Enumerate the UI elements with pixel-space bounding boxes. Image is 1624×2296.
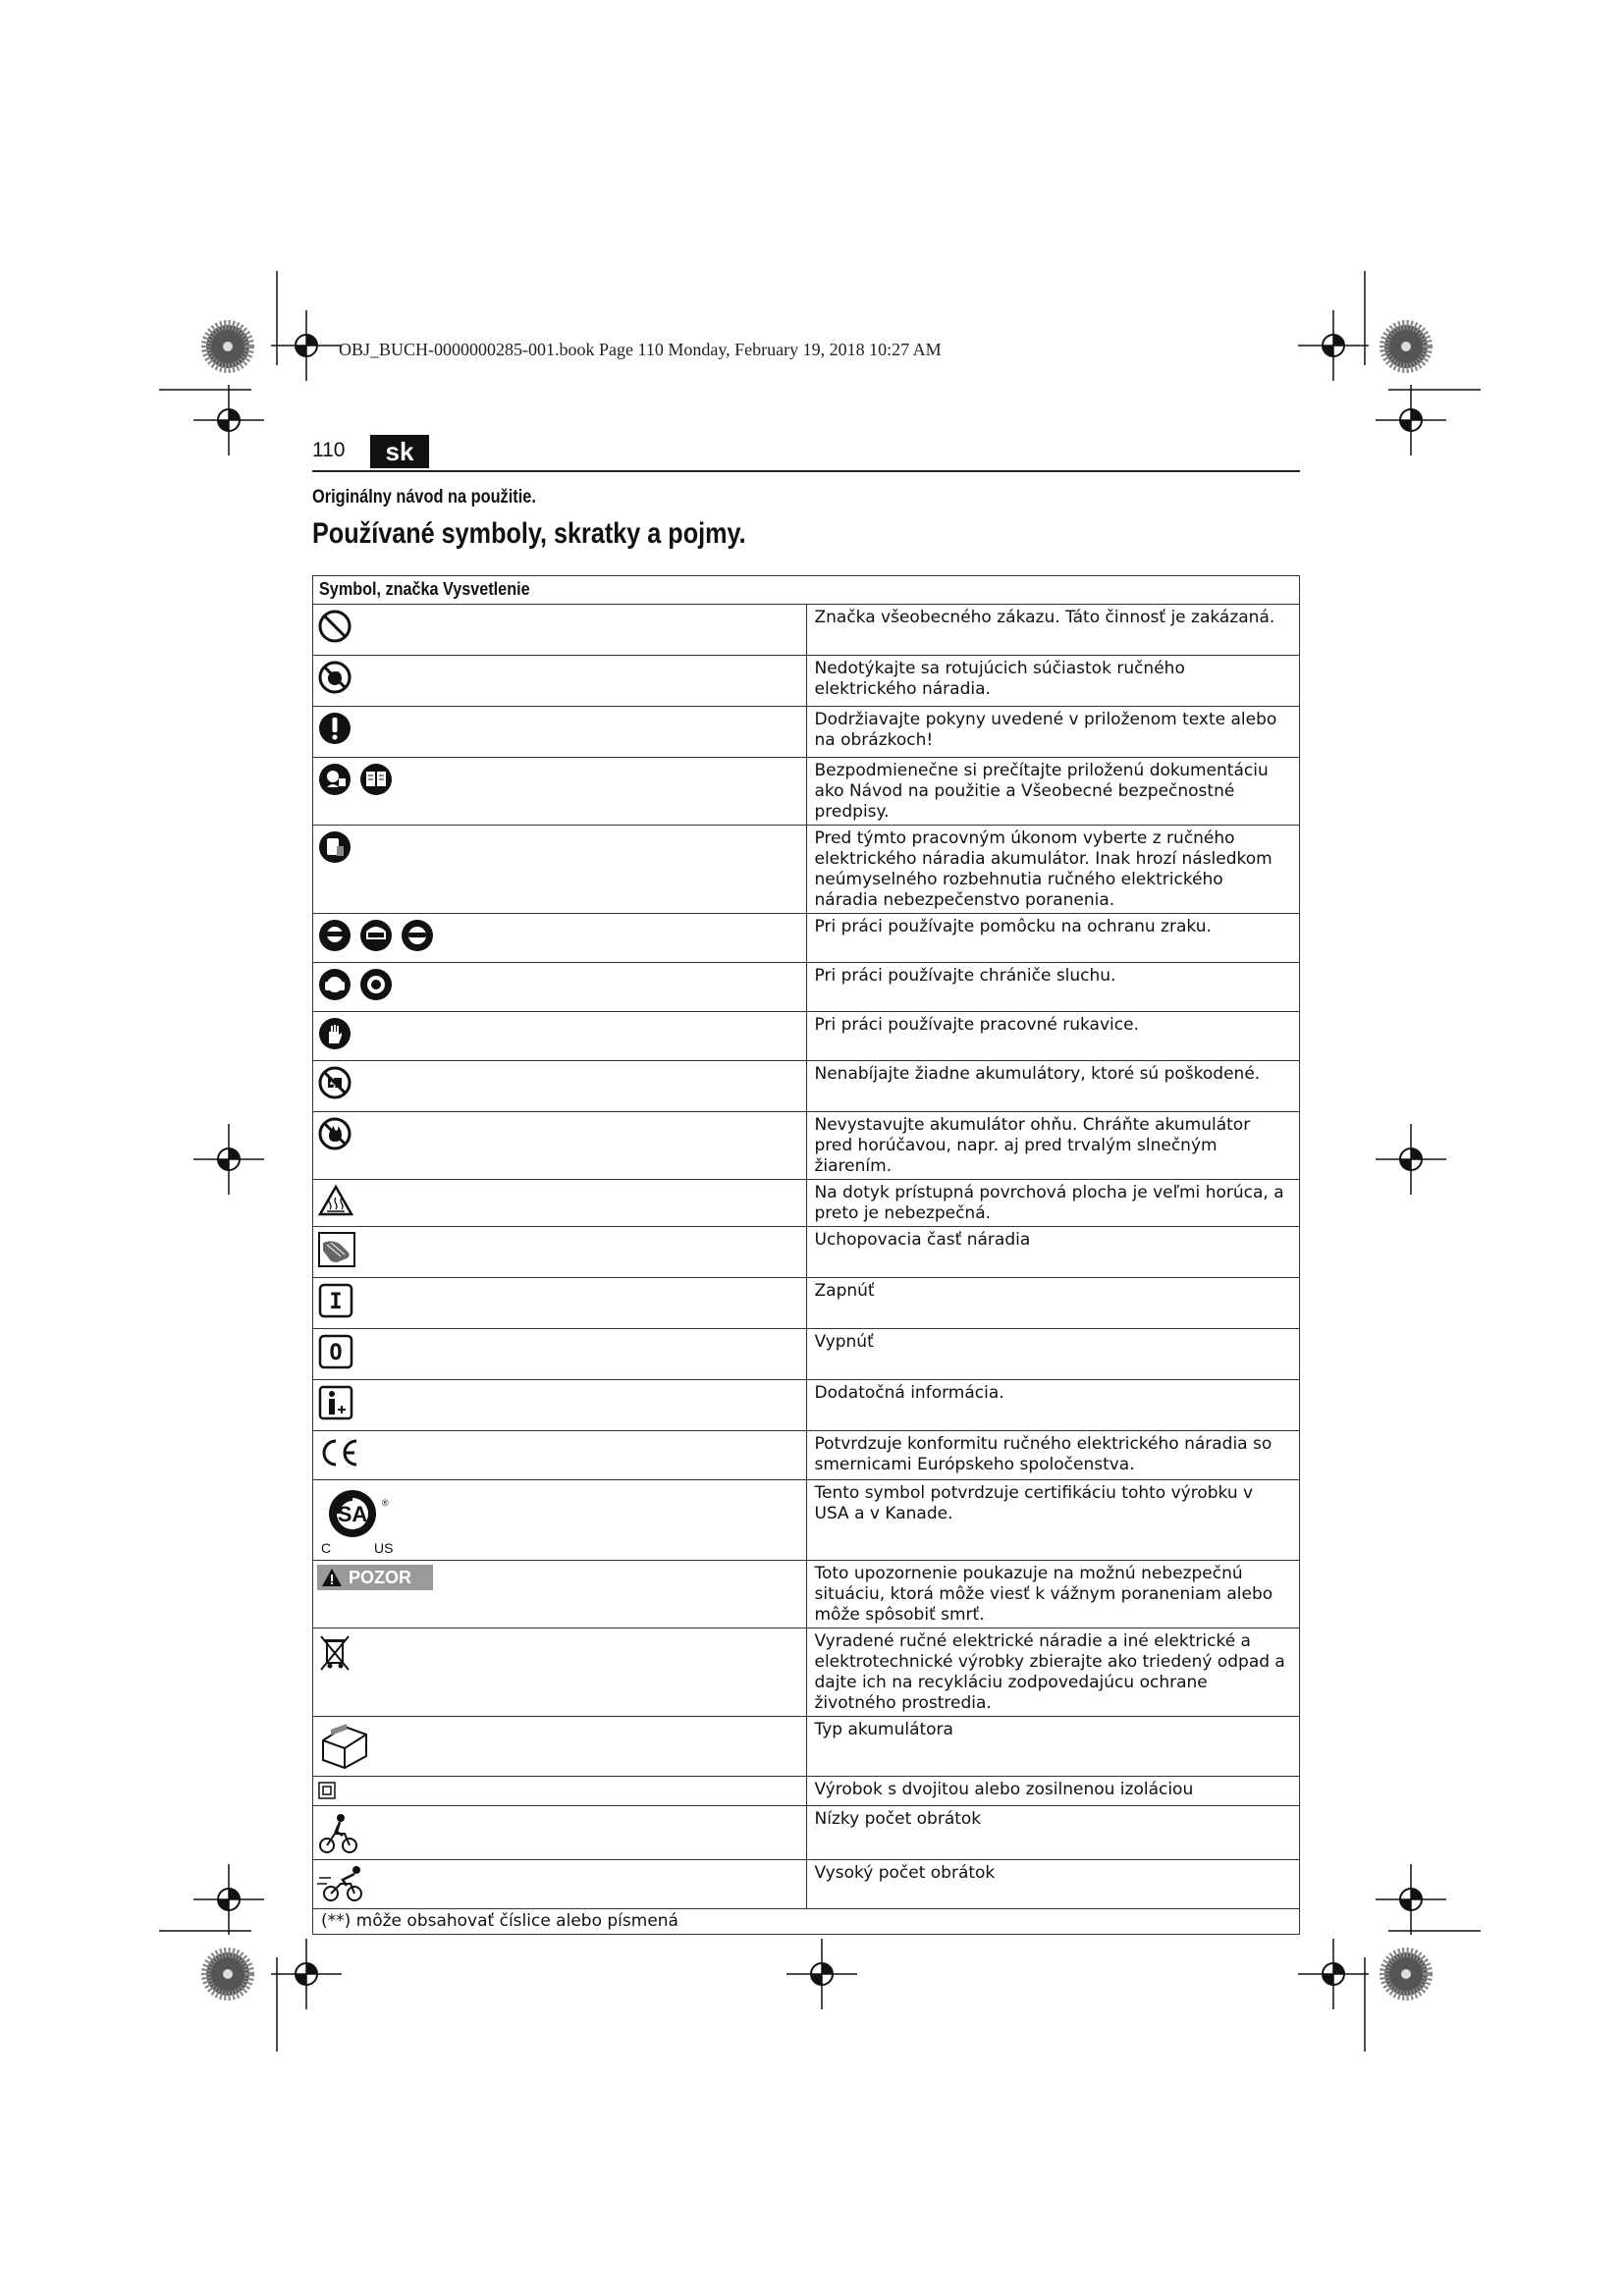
page-title: Používané symboly, skratky a pojmy. (312, 517, 746, 550)
warning-triangle-icon (321, 1568, 343, 1587)
table-row (313, 1227, 1300, 1278)
ce-mark-icon (317, 1435, 360, 1470)
gloves-icon (317, 1016, 352, 1051)
row-text: Vyradené ručné elektrické náradie a iné elektrické a elektrotechnické výrobky zbierajte ako triedený odpad a dajte ich na recykláciu zodpovedajúcu ochrane životného prostredia. (806, 1629, 1300, 1717)
face-shield-icon (317, 918, 352, 953)
goggles-icon (358, 918, 394, 953)
row-text: Pri práci používajte pracovné rukavice. (806, 1012, 1300, 1061)
table-row (313, 1278, 1300, 1329)
switch-off-icon (317, 1333, 354, 1370)
no-charge-damaged-battery-icon (317, 1065, 352, 1100)
battery-type-icon (317, 1721, 372, 1772)
row-text: Uchopovacia časť náradia (806, 1227, 1300, 1278)
book-info: OBJ_BUCH-0000000285-001.book Page 110 Monday, February 19, 2018 10:27 AM (339, 340, 942, 359)
hearing-protection-icon (358, 967, 394, 1002)
row-text: Vypnúť (806, 1329, 1300, 1380)
table-row (313, 1180, 1300, 1227)
table-row (313, 1061, 1300, 1112)
row-text: Výrobok s dvojitou alebo zosilnenou izoláciou (806, 1777, 1300, 1806)
table-row (313, 605, 1300, 656)
row-text: Potvrdzuje konformitu ručného elektrického náradia so smernicami Európskeho spoločenstva. (806, 1431, 1300, 1480)
svg-text:®: ® (382, 1498, 389, 1508)
weee-bin-icon (317, 1632, 352, 1674)
no-fire-battery-icon (317, 1116, 352, 1151)
symbols-table (312, 575, 1300, 1935)
table-row (313, 1806, 1300, 1860)
row-text: Značka všeobecného zákazu. Táto činnosť je zakázaná. (806, 605, 1300, 656)
document-subtitle: Originálny návod na použitie. (312, 487, 536, 507)
table-row (313, 1480, 1300, 1561)
row-text: Pri práci používajte pomôcku na ochranu zraku. (806, 914, 1300, 963)
row-text: Na dotyk prístupná povrchová plocha je veľmi horúca, a preto je nebezpečná. (806, 1180, 1300, 1227)
switch-on-glyph: I (329, 1290, 343, 1314)
no-touch-rotating-parts-icon (317, 660, 352, 695)
low-speed-icon (317, 1810, 360, 1855)
table-row (313, 1561, 1300, 1629)
prohibition-icon (317, 609, 352, 644)
csa-mark-icon (317, 1484, 400, 1555)
table-header-row (313, 576, 1300, 605)
table-row (313, 1380, 1300, 1431)
table-row (313, 1431, 1300, 1480)
row-text: Bezpodmienečne si prečítajte priloženú dokumentáciu ako Návod na použitie a Všeobecné bezpečnostné predpisy. (806, 758, 1300, 826)
warning-label (317, 1565, 433, 1590)
eye-protection-icons (317, 918, 802, 953)
table-header: Symbol, značka Vysvetlenie (319, 579, 530, 599)
csa-c-label: C (321, 1540, 332, 1555)
row-text: Tento symbol potvrdzuje certifikáciu tohto výrobku v USA a v Kanade. (806, 1480, 1300, 1561)
switch-off-glyph: O (329, 1341, 343, 1365)
table-row (313, 1012, 1300, 1061)
table-row (313, 963, 1300, 1012)
page-number: 110 (312, 439, 346, 461)
table-row (313, 656, 1300, 707)
ear-protection-icons (317, 967, 802, 1002)
table-row (313, 1777, 1300, 1806)
switch-on-icon (317, 1282, 354, 1319)
row-text: Toto upozornenie poukazuje na možnú nebezpečnú situáciu, ktorá môže viesť k vážnym poraneniam alebo môže spôsobiť smrť. (806, 1561, 1300, 1629)
svg-text:SA: SA (337, 1502, 368, 1526)
grip-area-icon (317, 1231, 356, 1268)
earmuffs-icon (317, 967, 352, 1002)
row-text: Nevystavujte akumulátor ohňu. Chráňte akumulátor pred horúčavou, napr. aj pred trvalým slnečným žiarením. (806, 1112, 1300, 1180)
row-text: Dodatočná informácia. (806, 1380, 1300, 1431)
table-row (313, 1112, 1300, 1180)
book-icon (358, 762, 394, 797)
row-text: Pred týmto pracovným úkonom vyberte z ručného elektrického náradia akumulátor. Inak hrozí následkom neúmyselného rozbehnutia ručného elektrického náradia nebezpečenstvo poranenia. (806, 826, 1300, 914)
table-row (313, 758, 1300, 826)
head-icon (317, 762, 352, 797)
warning-label-text: POZOR (349, 1567, 412, 1587)
read-manual-icons (317, 762, 802, 797)
row-text: Zapnúť (806, 1278, 1300, 1329)
table-row (313, 1329, 1300, 1380)
csa-us-label: US (374, 1540, 394, 1555)
table-row (313, 707, 1300, 758)
language-badge: sk (370, 435, 429, 468)
table-row (313, 914, 1300, 963)
header-rule (312, 470, 1300, 472)
row-text: Typ akumulátora (806, 1717, 1300, 1777)
mandatory-action-icon (317, 711, 352, 746)
table-row (313, 1717, 1300, 1777)
table-footnote-row (313, 1909, 1300, 1935)
row-text: Nedotýkajte sa rotujúcich súčiastok ručného elektrického náradia. (806, 656, 1300, 707)
row-text: Dodržiavajte pokyny uvedené v priloženom texte alebo na obrázkoch! (806, 707, 1300, 758)
row-text: Pri práci používajte chrániče sluchu. (806, 963, 1300, 1012)
table-row (313, 1860, 1300, 1909)
table-row (313, 1629, 1300, 1717)
high-speed-icon (317, 1864, 368, 1903)
row-text: Vysoký počet obrátok (806, 1860, 1300, 1909)
row-text: Nízky počet obrátok (806, 1806, 1300, 1860)
table-footnote: (**) môže obsahovať číslice alebo písmená (321, 1911, 678, 1931)
table-row (313, 826, 1300, 914)
double-insulation-icon (317, 1781, 337, 1800)
hot-surface-icon (317, 1184, 354, 1217)
safety-glasses-icon (400, 918, 435, 953)
row-text: Nenabíjajte žiadne akumulátory, ktoré sú poškodené. (806, 1061, 1300, 1112)
additional-info-icon (317, 1384, 354, 1421)
remove-battery-icon (317, 829, 352, 865)
